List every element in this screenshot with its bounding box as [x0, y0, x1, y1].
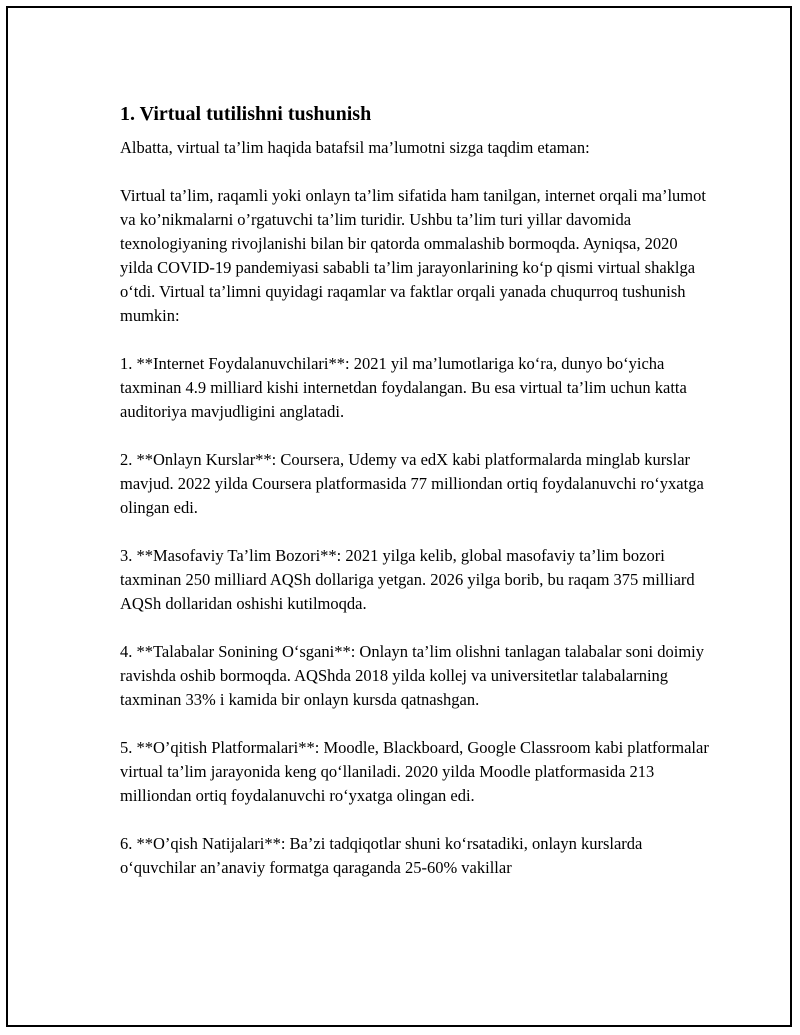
- list-item-learning-outcomes: 6. **O’qish Natijalari**: Ba’zi tadqiqotlar shuni ko‘rsatadiki, onlayn kurslarda o‘quvchilar an’anaviy formatga qaraganda 25-60% vakillar: [120, 834, 643, 877]
- list-item-student-growth: 4. **Talabalar Sonining O‘sgani**: Onlayn ta’lim olishni tanlagan talabalar soni doimiy ravishda oshib bormoqda. AQShda 2018 yilda kollej va universitetlar talabalarning taxminan 33% i kamida bir onlayn kursda qatnashgan.: [120, 642, 705, 709]
- document-page: [6, 6, 792, 1027]
- list-item-online-courses: 2. **Onlayn Kurslar**: Coursera, Udemy va edX kabi platformalarda minglab kurslar mavjud. 2022 yilda Coursera platformasida 77 milliondan ortiq foydalanuvchi ro‘yxatga olingan edi.: [120, 450, 704, 517]
- document-body: [120, 102, 710, 880]
- section-heading: 1. Virtual tutilishni tushunish: [120, 103, 372, 125]
- overview-paragraph: Virtual ta’lim, raqamli yoki onlayn ta’lim sifatida ham tanilgan, internet orqali ma’lumot va ko’nikmalarni o’rgatuvchi ta’lim turidir. Ushbu ta’lim turi yillar davomida texnologiyaning rivojlanishi bilan bir qatorda ommalashib bormoqda. Ayniqsa, 2020 yilda COVID-19 pandemiyasi sababli ta’lim jarayonlarining ko‘p qismi virtual shaklga o‘tdi. Virtual ta’limni quyidagi raqamlar va faktlar orqali yanada chuqurroq tushunish mumkin:: [120, 186, 706, 325]
- list-item-internet-users: 1. **Internet Foydalanuvchilari**: 2021 yil ma’lumotlariga ko‘ra, dunyo bo‘yicha taxminan 4.9 milliard kishi internetdan foydalangan. Bu esa virtual ta’lim uchun katta auditoriya mavjudligini anglatadi.: [120, 354, 687, 421]
- intro-paragraph: Albatta, virtual ta’lim haqida batafsil ma’lumotni sizga taqdim etaman:: [120, 138, 590, 157]
- list-item-learning-platforms: 5. **O’qitish Platformalari**: Moodle, Blackboard, Google Classroom kabi platformalar virtual ta’lim jarayonida keng qo‘llaniladi. 2020 yilda Moodle platformasida 213 milliondan ortiq foydalanuvchi ro‘yxatga olingan edi.: [120, 738, 709, 805]
- list-item-distance-learning-market: 3. **Masofaviy Ta’lim Bozori**: 2021 yilga kelib, global masofaviy ta’lim bozori taxminan 250 milliard AQSh dollariga yetgan. 2026 yilga borib, bu raqam 375 milliard AQSh dollaridan oshishi kutilmoqda.: [120, 546, 695, 613]
